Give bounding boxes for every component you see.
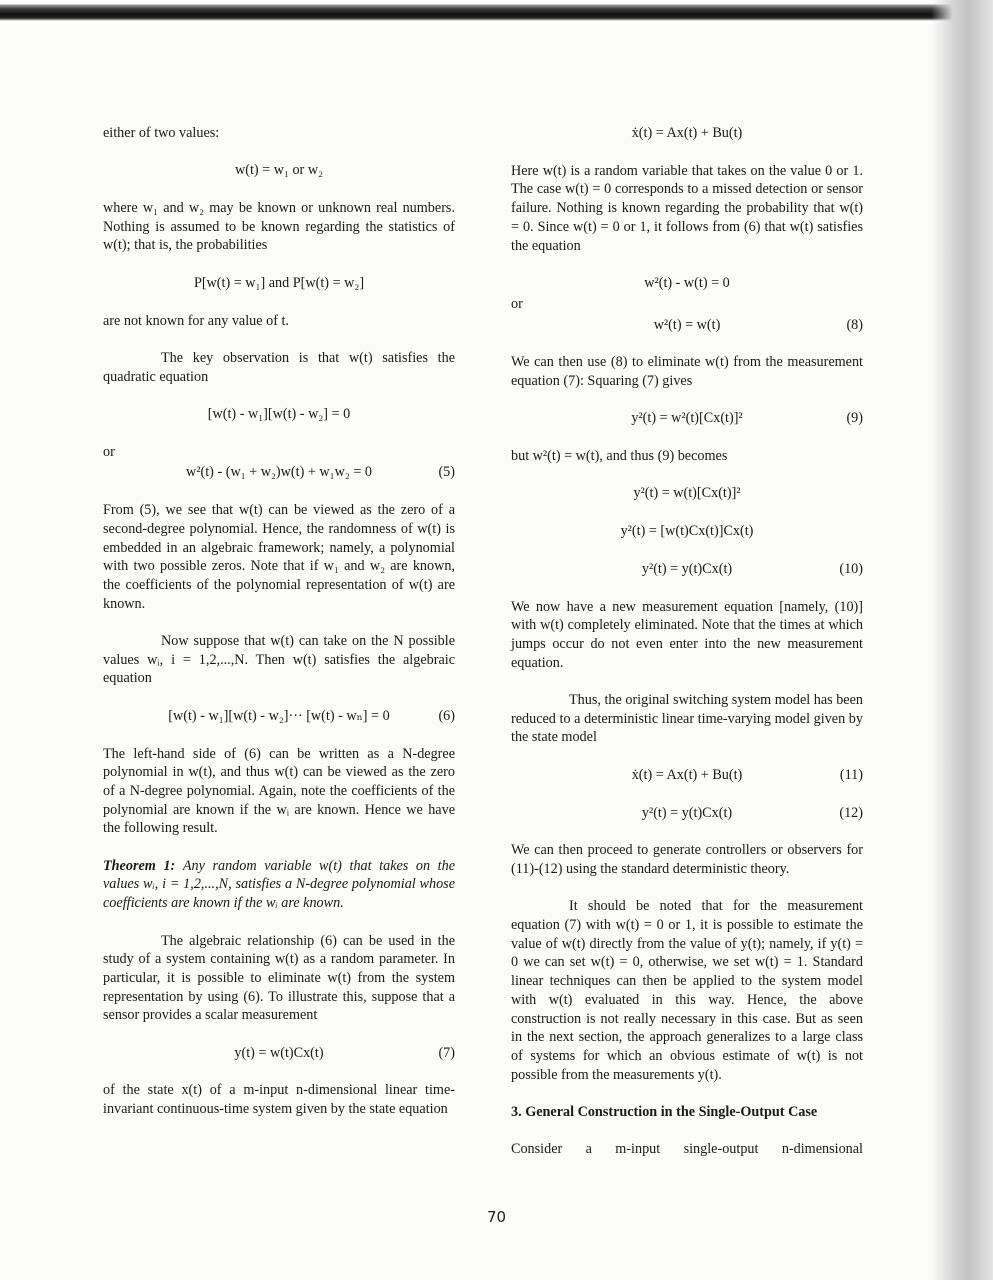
paragraph: Consider a m-input single-output n-dimensional — [511, 1141, 863, 1158]
right-column — [511, 124, 863, 1178]
paragraph: but w²(t) = w(t), and thus (9) becomes — [511, 448, 728, 465]
paragraph: It should be noted that for the measurement equation (7) with w(t) = 0 or 1, it is possible to estimate the value of w(t) directly from the value of y(t); namely, if y(t) = 0 we can set w(t) = 0, otherwise, we set w(t) = 1. Standard linear techniques can then be applied to the system model with w(t) evaluated in this way. Hence, the above construction is not really necessary in this case. But as seen in the next section, the approach generalizes to a large class of systems for which an obvious estimate of w(t) is not possible from the measurements y(t). — [511, 898, 863, 1083]
equation-number: (9) — [846, 410, 863, 427]
paragraph: The algebraic relationship (6) can be used in the study of a system containing w(t) as a random parameter. In particular, it is possible to eliminate w(t) from the system representation by using (6). To illustrate this, suppose that a sensor provides a scalar measurement — [103, 932, 455, 1024]
paragraph: of the state x(t) of a m-input n-dimensional linear time-invariant continuous-time system given by the state equation — [103, 1082, 455, 1118]
equation-quadratic: [w(t) - w₁][w(t) - w₂] = 0 — [207, 406, 351, 423]
equation-w-values: w(t) = w₁ or w₂ — [234, 162, 324, 179]
left-column — [103, 124, 455, 1138]
equation-number: (7) — [438, 1044, 455, 1061]
paragraph: either of two values: — [103, 125, 220, 141]
paragraph: The left-hand side of (6) can be written as a N-degree polynomial in w(t), and thus w(t) can be viewed as the zero of a N-degree polynomial. Again, note the coefficients of the polynomial are known if the wᵢ are known. Hence we have the following result. — [103, 745, 455, 837]
equation-intermediate: y²(t) = [w(t)Cx(t)]Cx(t) — [620, 523, 754, 540]
paragraph: We can then proceed to generate controllers or observers for (11)-(12) using the standard deterministic theory. — [511, 842, 863, 877]
equation-state: ẋ(t) = Ax(t) + Bu(t) — [631, 125, 743, 141]
paragraph: We now have a new measurement equation [namely, (10)] with w(t) completely eliminated. Note that the times at which jumps occur do not even enter into the new measurement equation. — [511, 598, 863, 671]
theorem-title: Theorem 1: — [103, 857, 176, 874]
paragraph: From (5), we see that w(t) can be viewed as the zero of a second-degree polynomial. Hence, the randomness of w(t) is embedded in an algebraic framework; namely, a polynomial with two possible zeros. Note that if w₁ and w₂ are known, the coefficients of the polynomial representation of w(t) are known. — [103, 502, 455, 612]
equation-5: w²(t) - (w₁ + w₂)w(t) + w₁w₂ = 0 (5) — [186, 464, 455, 481]
or-label: or — [511, 295, 523, 312]
equation-number: (6) — [438, 707, 455, 724]
equation-7: y(t) = w(t)Cx(t) (7) — [234, 1044, 455, 1061]
equation-number: (11) — [839, 766, 863, 783]
paragraph: Now suppose that w(t) can take on the N possible values wᵢ, i = 1,2,...,N. Then w(t) satisfies the algebraic equation — [103, 633, 455, 687]
page-number: 70 — [486, 1208, 507, 1226]
equation-12: y²(t) = y(t)Cx(t) (12) — [641, 804, 863, 821]
equation-number: (8) — [846, 316, 863, 333]
theorem-body: Any random variable w(t) that takes on the values wᵢ, i = 1,2,...,N, satisfies a N-degree polynomial whose coefficients are known if the wᵢ are known. — [103, 857, 456, 912]
paragraph: The key observation is that w(t) satisfies the quadratic equation — [103, 349, 455, 385]
equation-9: y²(t) = w²(t)[Cx(t)]² (9) — [631, 410, 863, 427]
paragraph: are not known for any value of t. — [103, 312, 289, 329]
equation-10: y²(t) = y(t)Cx(t) (10) — [641, 560, 863, 577]
equation-8: w²(t) = w(t) (8) — [653, 316, 863, 333]
paragraph: where w₁ and w₂ may be known or unknown real numbers. Nothing is assumed to be known regarding the statistics of w(t); that is, the probabilities — [103, 200, 455, 254]
equation-11: ẋ(t) = Ax(t) + Bu(t) (11) — [631, 766, 863, 783]
equation-number: (10) — [839, 560, 863, 577]
theorem-1 — [103, 857, 455, 913]
equation-number: (12) — [839, 804, 863, 821]
paragraph: Here w(t) is a random variable that takes on the value 0 or 1. The case w(t) = 0 corresponds to a missed detection or sensor failure. Nothing is known regarding the probability that w(t) = 0. Since w(t) = 0 or 1, it follows from (6) that w(t) satisfies the equation — [511, 162, 863, 254]
scan-top-edge — [0, 0, 993, 24]
or-label: or — [103, 443, 115, 460]
equation-number: (5) — [438, 464, 455, 481]
paragraph: We can then use (8) to eliminate w(t) from the measurement equation (7): Squaring (7) gives — [511, 354, 863, 389]
paragraph: Thus, the original switching system model has been reduced to a deterministic linear time-varying model given by the state model — [511, 692, 863, 746]
equation-6: [w(t) - w₁][w(t) - w₂]··· [w(t) - wₙ] = 0 (6) — [168, 707, 455, 724]
scan-binding-shadow — [931, 0, 993, 1280]
section-heading: 3. General Construction in the Single-Output Case — [511, 1104, 818, 1120]
equation-probabilities: P[w(t) = w₁] and P[w(t) = w₂] — [193, 274, 365, 291]
equation-intermediate: y²(t) = w(t)[Cx(t)]² — [633, 485, 741, 502]
equation-w-squared: w²(t) - w(t) = 0 — [644, 274, 730, 291]
